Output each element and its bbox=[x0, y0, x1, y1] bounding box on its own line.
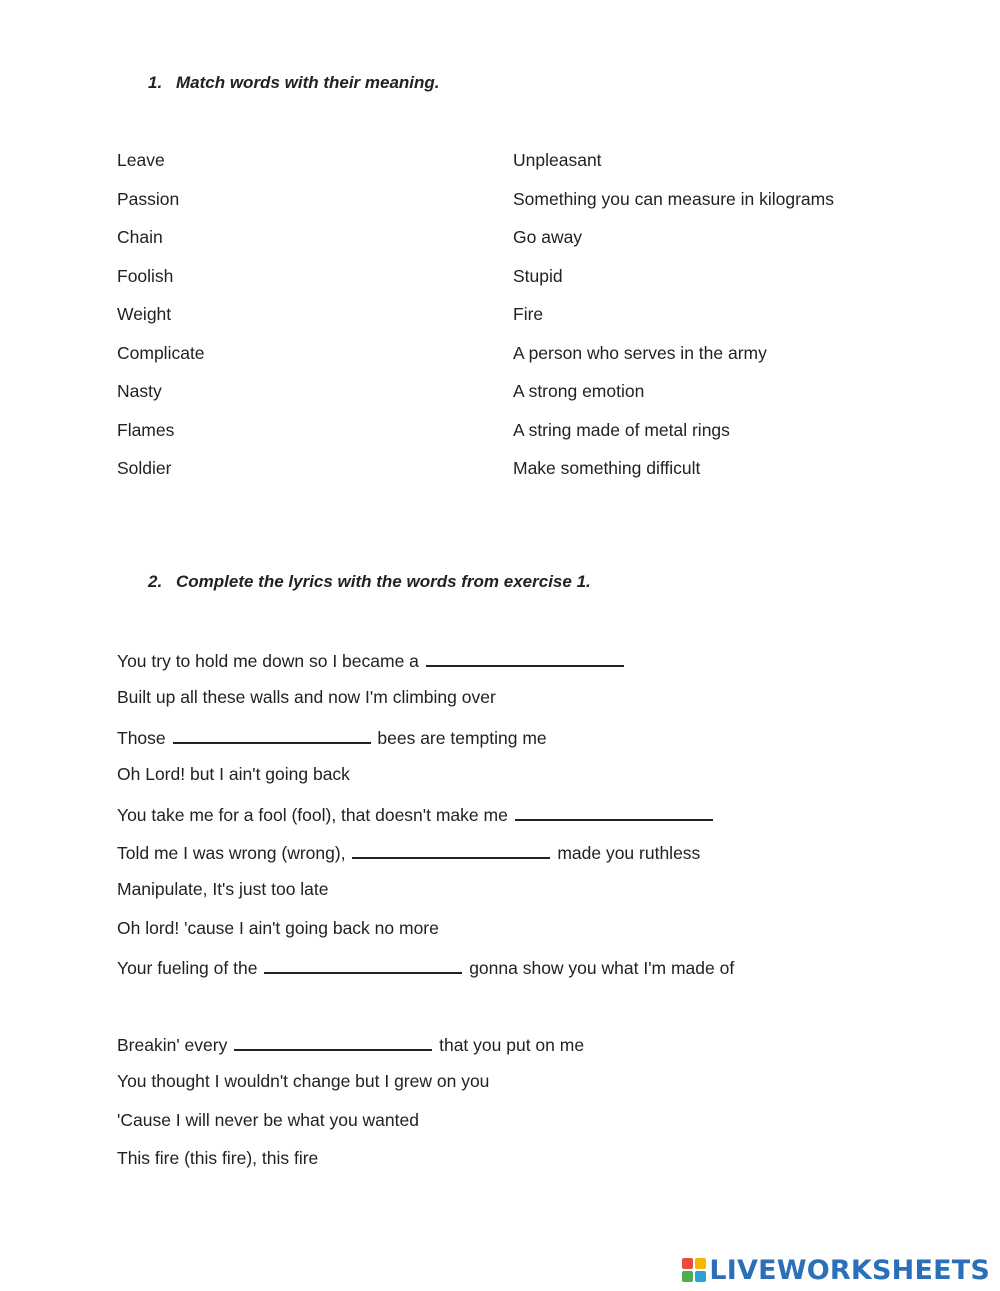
logo-block bbox=[682, 1271, 693, 1282]
exercise-1-title: Match words with their meaning. bbox=[176, 73, 440, 92]
match-word: Chain bbox=[117, 227, 163, 247]
match-row bbox=[117, 341, 917, 380]
match-word: Flames bbox=[117, 419, 175, 440]
match-row bbox=[117, 302, 917, 341]
liveworksheets-logo bbox=[682, 1252, 990, 1288]
lyric-text: You take me for a fool (fool), that doesn't make me bbox=[117, 804, 508, 825]
lyric-line bbox=[117, 1108, 977, 1146]
lyric-line bbox=[117, 647, 977, 685]
lyric-line bbox=[117, 801, 977, 839]
match-word: Passion bbox=[117, 188, 180, 209]
match-row bbox=[117, 379, 917, 418]
lyric-text: gonna show you what I'm made of bbox=[469, 958, 735, 979]
answer-blank[interactable] bbox=[264, 954, 462, 974]
lyric-line bbox=[117, 839, 977, 877]
match-meaning: Fire bbox=[513, 304, 544, 324]
logo-blocks-icon bbox=[682, 1258, 706, 1282]
exercise-2-heading bbox=[148, 572, 591, 592]
lyric-text: that you put on me bbox=[439, 1034, 585, 1055]
lyric-text: Told me I was wrong (wrong), bbox=[117, 842, 346, 863]
match-meaning: Make something difficult bbox=[513, 458, 701, 478]
lyric-text: Your fueling of the bbox=[117, 958, 258, 979]
lyric-text: bees are tempting me bbox=[377, 727, 547, 748]
stanza-break bbox=[117, 993, 977, 1031]
lyric-text: made you ruthless bbox=[557, 842, 701, 863]
exercise-2-title: Complete the lyrics with the words from exercise 1. bbox=[176, 572, 591, 591]
match-word: Leave bbox=[117, 150, 165, 170]
answer-blank[interactable] bbox=[234, 1031, 432, 1051]
exercise-2-number: 2. bbox=[148, 572, 163, 591]
answer-blank[interactable] bbox=[426, 647, 624, 667]
exercise-1-number: 1. bbox=[148, 73, 163, 92]
match-word: Foolish bbox=[117, 265, 174, 286]
lyric-line bbox=[117, 724, 977, 762]
lyric-text: Oh lord! 'cause I ain't going back no more bbox=[117, 917, 439, 938]
match-word: Complicate bbox=[117, 342, 205, 363]
lyric-line bbox=[117, 1146, 977, 1184]
match-row bbox=[117, 225, 917, 264]
match-word: Nasty bbox=[117, 381, 162, 401]
match-meaning: A person who serves in the army bbox=[513, 342, 767, 363]
lyric-line bbox=[117, 877, 977, 915]
lyric-line bbox=[117, 1069, 977, 1107]
answer-blank[interactable] bbox=[515, 801, 713, 821]
lyric-line bbox=[117, 916, 977, 954]
lyric-line bbox=[117, 954, 977, 992]
lyric-line bbox=[117, 1031, 977, 1069]
logo-block bbox=[695, 1258, 706, 1269]
lyric-line bbox=[117, 762, 977, 800]
lyric-text: This fire (this fire), this fire bbox=[117, 1148, 319, 1169]
lyric-text: You thought I wouldn't change but I grew on you bbox=[117, 1071, 490, 1092]
match-row bbox=[117, 187, 917, 226]
match-meaning: A strong emotion bbox=[513, 381, 645, 401]
logo-block bbox=[682, 1258, 693, 1269]
match-meaning: Go away bbox=[513, 227, 583, 247]
match-row bbox=[117, 418, 917, 457]
lyric-text: You try to hold me down so I became a bbox=[117, 651, 419, 671]
exercise-1-heading bbox=[148, 73, 440, 93]
lyric-text: Built up all these walls and now I'm climbing over bbox=[117, 687, 496, 708]
logo-text: LIVEWORKSHEETS bbox=[709, 1254, 990, 1286]
answer-blank[interactable] bbox=[173, 724, 371, 744]
logo-block bbox=[695, 1271, 706, 1282]
match-row bbox=[117, 148, 917, 187]
lyrics-block bbox=[117, 647, 977, 1184]
match-meaning: Unpleasant bbox=[513, 150, 602, 170]
match-meaning: Stupid bbox=[513, 265, 563, 286]
match-meaning: Something you can measure in kilograms bbox=[513, 188, 834, 209]
match-meaning: A string made of metal rings bbox=[513, 419, 730, 440]
lyric-text: Oh Lord! but I ain't going back bbox=[117, 764, 350, 785]
answer-blank[interactable] bbox=[352, 839, 550, 859]
lyric-text: Breakin' every bbox=[117, 1034, 228, 1055]
match-word: Soldier bbox=[117, 458, 172, 478]
lyric-text: Manipulate, It's just too late bbox=[117, 879, 329, 900]
lyric-line bbox=[117, 685, 977, 723]
match-table bbox=[117, 148, 917, 495]
match-word: Weight bbox=[117, 304, 172, 324]
lyric-text: 'Cause I will never be what you wanted bbox=[117, 1109, 419, 1130]
lyric-text: Those bbox=[117, 727, 166, 748]
match-row bbox=[117, 264, 917, 303]
match-row bbox=[117, 456, 917, 495]
